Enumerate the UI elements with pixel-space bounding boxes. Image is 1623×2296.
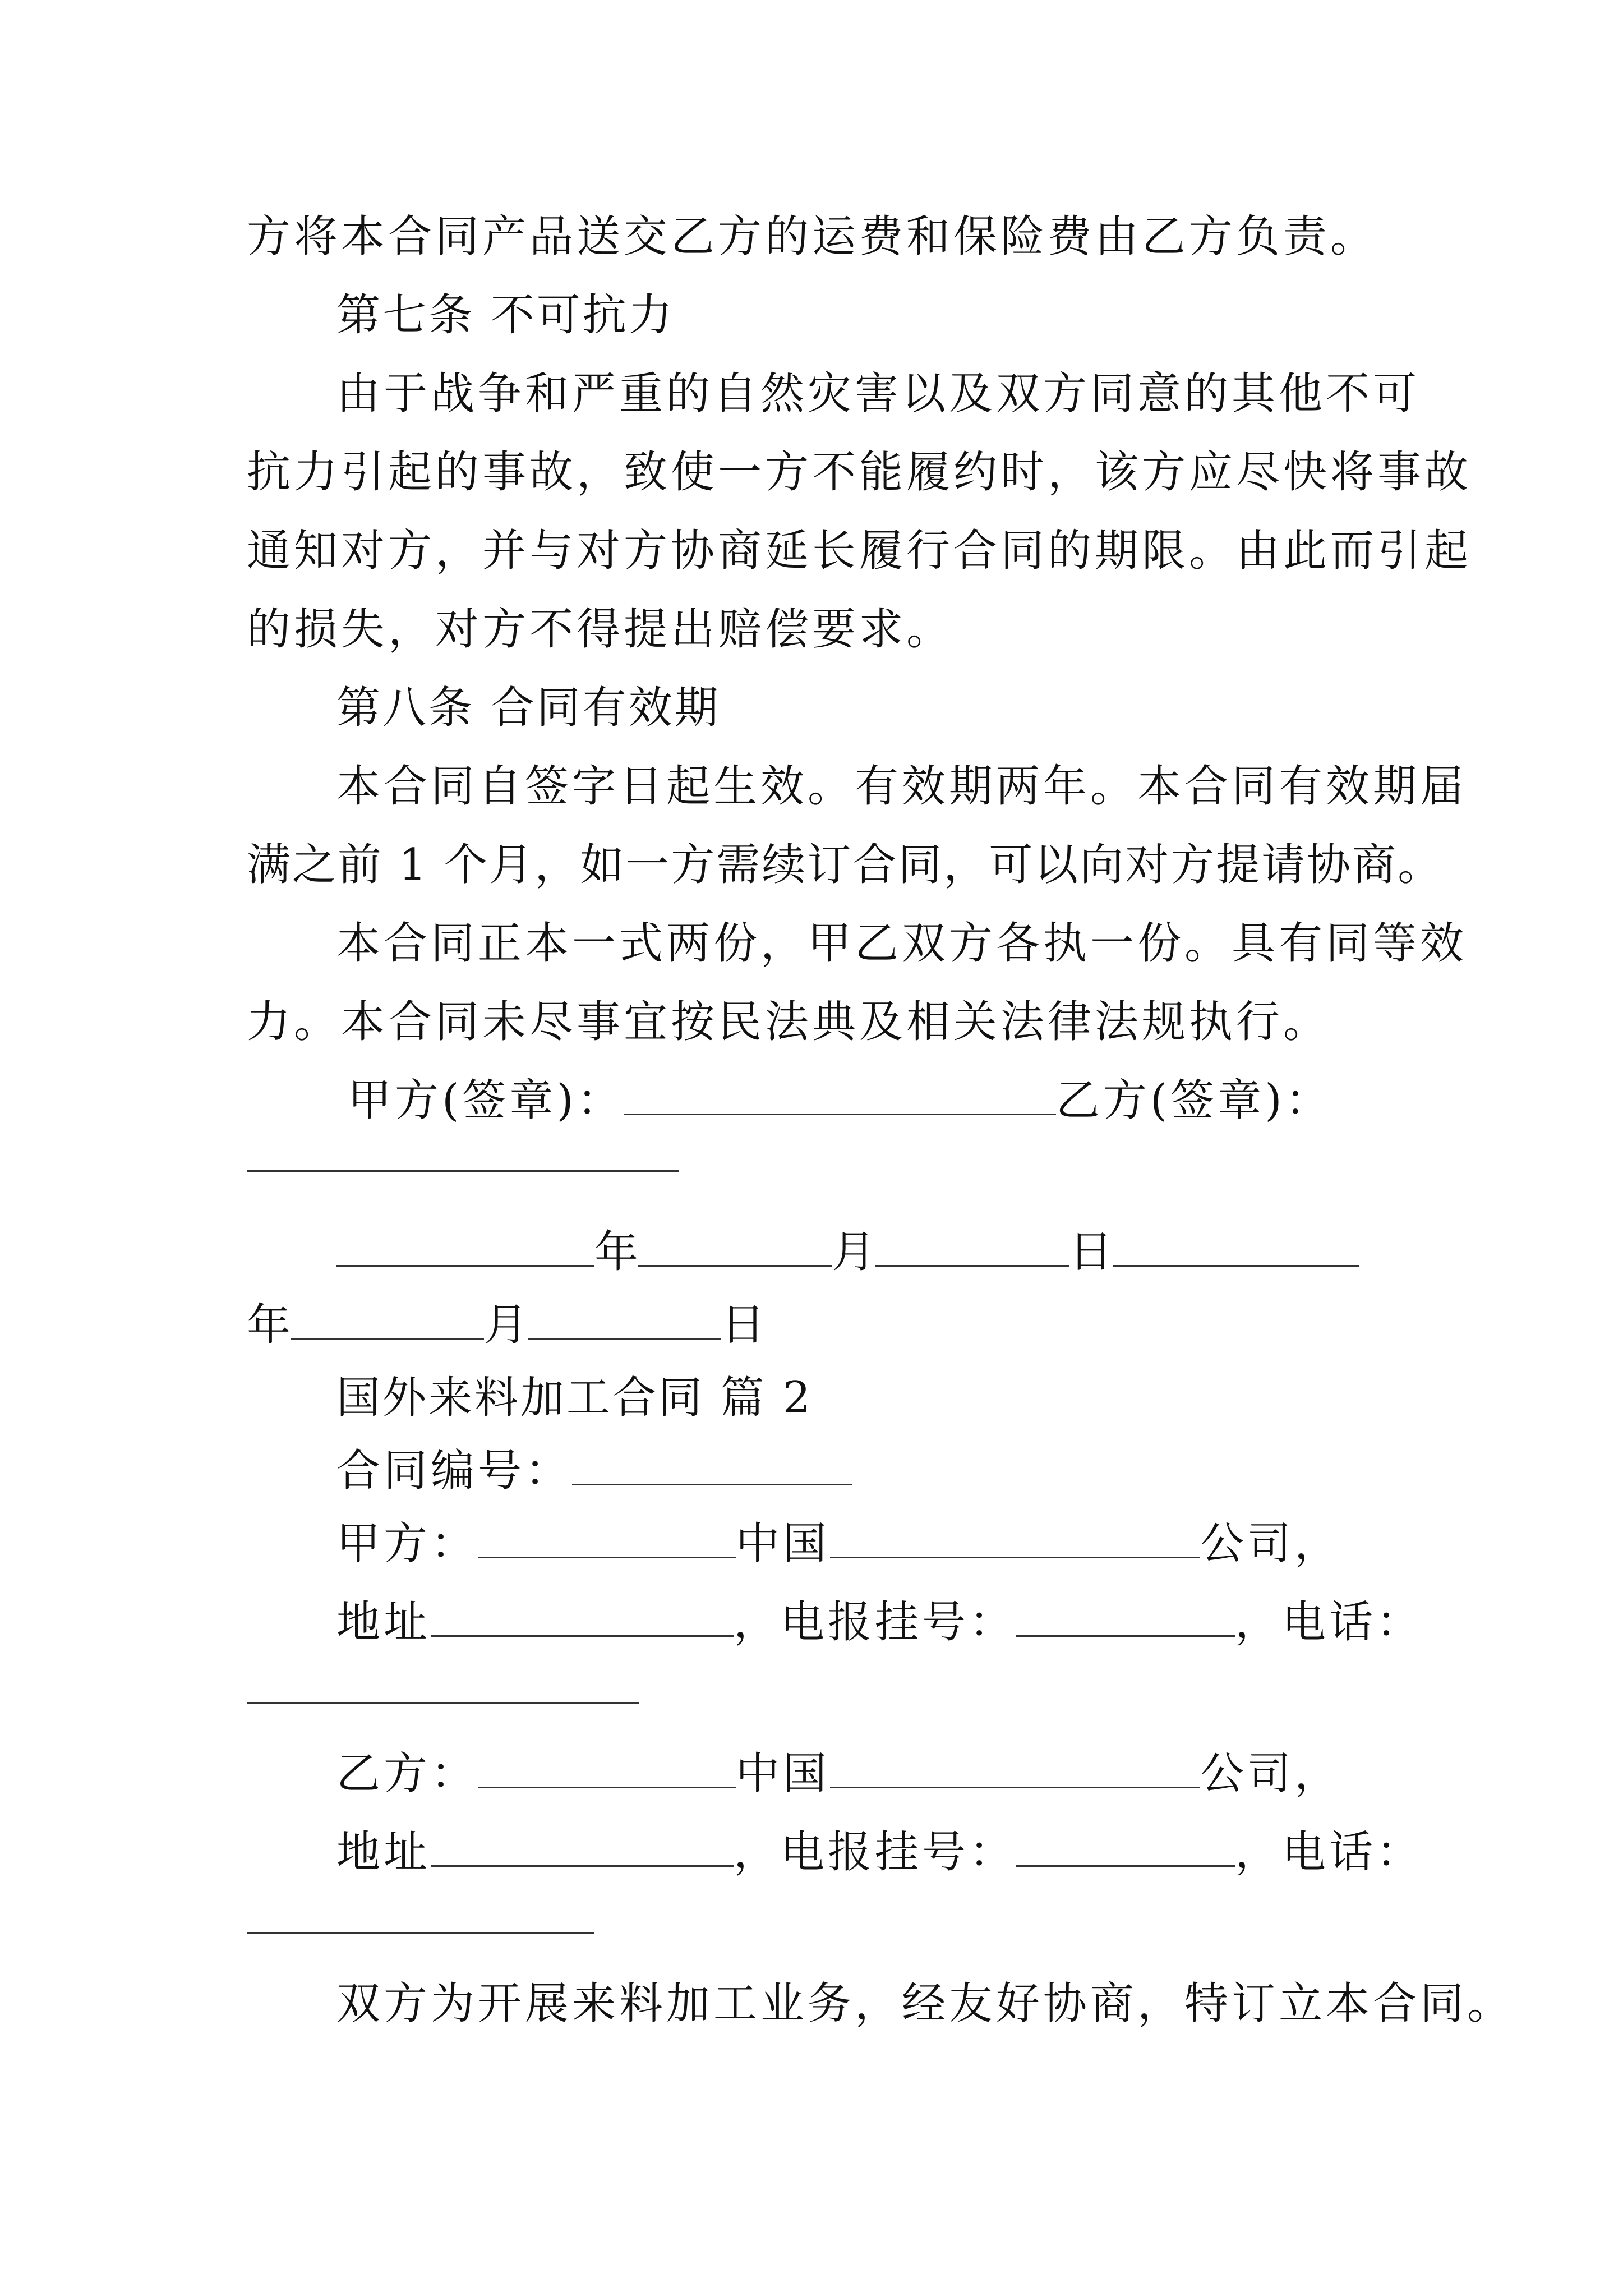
party-a-name-blank	[478, 1517, 736, 1558]
day-blank-b	[528, 1299, 721, 1340]
contract-number-line	[336, 1443, 852, 1499]
text-line-8: 本合同自签字日起生效。有效期两年。本合同有效期届	[336, 761, 1468, 812]
party-b-address-line	[336, 1824, 1423, 1880]
party-b-address-blank	[431, 1826, 734, 1867]
party-a-address-label: 地址	[336, 1597, 431, 1648]
party-a-company-blank	[830, 1517, 1200, 1558]
party-b-company: 公司，	[1200, 1749, 1342, 1799]
party-a-line	[336, 1516, 1341, 1572]
date-line-b	[247, 1297, 765, 1353]
article-8-heading: 第八条 合同有效期	[336, 683, 721, 733]
party-b-line	[336, 1746, 1341, 1802]
party-a-address-blank	[431, 1596, 734, 1637]
date-line-a	[336, 1224, 1359, 1280]
party-a-phone-blank	[247, 1702, 639, 1704]
day-blank-a	[875, 1226, 1069, 1267]
text-line-10: 本合同正本一式两份，甲乙双方各执一份。具有同等效	[336, 918, 1468, 969]
text-line-5: 通知对方，并与对方协商延长履行合同的期限。由此而引起	[247, 526, 1472, 576]
party-a-signature-blank	[624, 1074, 1056, 1115]
party-a-telegraph-blank	[1016, 1596, 1235, 1637]
article-7-heading: 第七条 不可抗力	[336, 290, 675, 341]
party-b-telegraph-label: ，电报挂号：	[734, 1827, 1017, 1878]
party-b-address-label: 地址	[336, 1827, 431, 1878]
closing-line: 双方为开展来料加工业务，经友好协商，特订立本合同。	[336, 1978, 1515, 2029]
year-blank-b	[1113, 1226, 1359, 1267]
month-label-a: 月	[832, 1227, 876, 1277]
signature-line	[348, 1073, 1332, 1129]
party-b-china: 中国	[736, 1749, 831, 1799]
text-line-3: 由于战争和严重的自然灾害以及双方同意的其他不可	[336, 369, 1421, 419]
party-a-phone-label: ，电话：	[1235, 1597, 1424, 1648]
contract-number-blank	[572, 1444, 852, 1485]
party-a-label: 甲方：	[336, 1519, 478, 1569]
day-label-b: 日	[721, 1300, 766, 1350]
text-line-6: 的损失，对方不得提出赔偿要求。	[247, 604, 954, 655]
text-line-4: 抗力引起的事故，致使一方不能履约时，该方应尽快将事故	[247, 447, 1472, 498]
year-label-b: 年	[247, 1300, 291, 1350]
party-a-address-line	[336, 1594, 1423, 1650]
party-b-telegraph-blank	[1016, 1826, 1235, 1867]
contract-2-title: 国外来料加工合同 篇 2	[336, 1373, 813, 1423]
party-b-signature-label: 乙方(签章)：	[1055, 1075, 1332, 1126]
party-b-company-blank	[830, 1747, 1200, 1788]
party-b-phone-blank	[247, 1932, 594, 1934]
party-b-name-blank	[478, 1747, 736, 1788]
year-label-a: 年	[594, 1227, 639, 1277]
party-a-signature-label: 甲方(签章)：	[348, 1075, 624, 1126]
party-a-china: 中国	[736, 1519, 831, 1569]
month-blank-a	[638, 1226, 832, 1267]
text-line-9: 满之前 1 个月，如一方需续订合同，可以向对方提请协商。	[247, 840, 1444, 890]
party-b-signature-blank	[247, 1170, 679, 1172]
year-blank-a	[336, 1226, 594, 1267]
party-b-label: 乙方：	[336, 1749, 478, 1799]
party-a-telegraph-label: ，电报挂号：	[734, 1597, 1017, 1648]
month-blank-b	[291, 1299, 484, 1340]
month-label-b: 月	[484, 1300, 528, 1350]
contract-number-label: 合同编号：	[336, 1446, 573, 1496]
party-b-phone-label: ，电话：	[1235, 1827, 1424, 1878]
day-label-a: 日	[1069, 1227, 1113, 1277]
text-line-1: 方将本合同产品送交乙方的运费和保险费由乙方负责。	[247, 211, 1378, 262]
party-a-company: 公司，	[1200, 1519, 1342, 1569]
text-line-11: 力。本合同未尽事宜按民法典及相关法律法规执行。	[247, 997, 1331, 1047]
